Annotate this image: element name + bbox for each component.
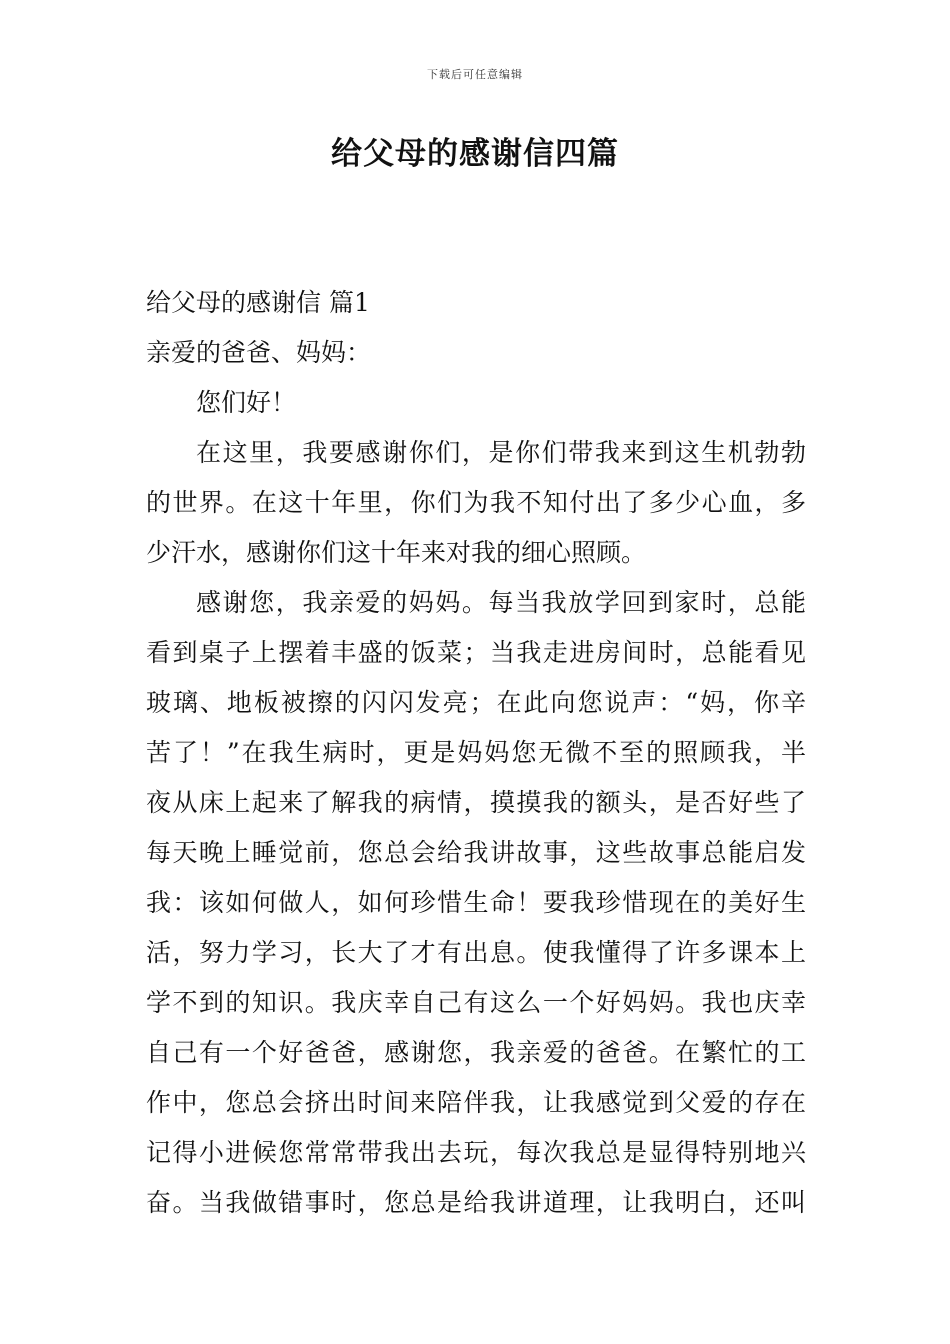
- paragraph-line: 每天晚上睡觉前，您总会给我讲故事，这些故事总能启发: [146, 838, 806, 867]
- letter-body: [146, 278, 806, 1228]
- paragraph-line: 我：该如何做人，如何珍惜生命！要我珍惜现在的美好生: [146, 888, 806, 917]
- paragraph-line: 作中，您总会挤出时间来陪伴我，让我感觉到父爱的存在: [146, 1088, 806, 1117]
- paragraph-line: 感谢您，我亲爱的妈妈。每当我放学回到家时，总能: [196, 588, 806, 617]
- paragraph-line: 看到桌子上摆着丰盛的饭菜；当我走进房间时，总能看见: [146, 638, 806, 667]
- paragraph-line: 的世界。在这十年里，你们为我不知付出了多少心血，多: [146, 488, 806, 517]
- section-heading: 给父母的感谢信 篇1: [146, 288, 370, 317]
- paragraph-line: 奋。当我做错事时，您总是给我讲道理，让我明白，还叫: [146, 1188, 806, 1217]
- document-title: 给父母的感谢信四篇: [331, 136, 619, 172]
- paragraph-line: 活，努力学习，长大了才有出息。使我懂得了许多课本上: [146, 938, 806, 967]
- paragraph-line: 自己有一个好爸爸，感谢您，我亲爱的爸爸。在繁忙的工: [146, 1038, 806, 1067]
- paragraph-line: 少汗水，感谢你们这十年来对我的细心照顾。: [146, 538, 647, 567]
- paragraph-line: 学不到的知识。我庆幸自己有这么一个好妈妈。我也庆幸: [146, 988, 806, 1017]
- salutation: 亲爱的爸爸、妈妈：: [146, 338, 372, 367]
- header-note: 下载后可任意编辑: [427, 68, 523, 81]
- paragraph-line: 玻璃、地板被擦的闪闪发亮；在此向您说声：“妈，你辛: [146, 688, 806, 717]
- paragraph-line: 苦了！”在我生病时，更是妈妈您无微不至的照顾我，半: [146, 738, 806, 767]
- paragraph-line: 夜从床上起来了解我的病情，摸摸我的额头，是否好些了: [146, 788, 806, 817]
- greeting: 您们好！: [196, 388, 297, 417]
- paragraph-line: 在这里，我要感谢你们，是你们带我来到这生机勃勃: [196, 438, 806, 467]
- paragraph-line: 记得小进候您常常带我出去玩，每次我总是显得特别地兴: [146, 1138, 806, 1167]
